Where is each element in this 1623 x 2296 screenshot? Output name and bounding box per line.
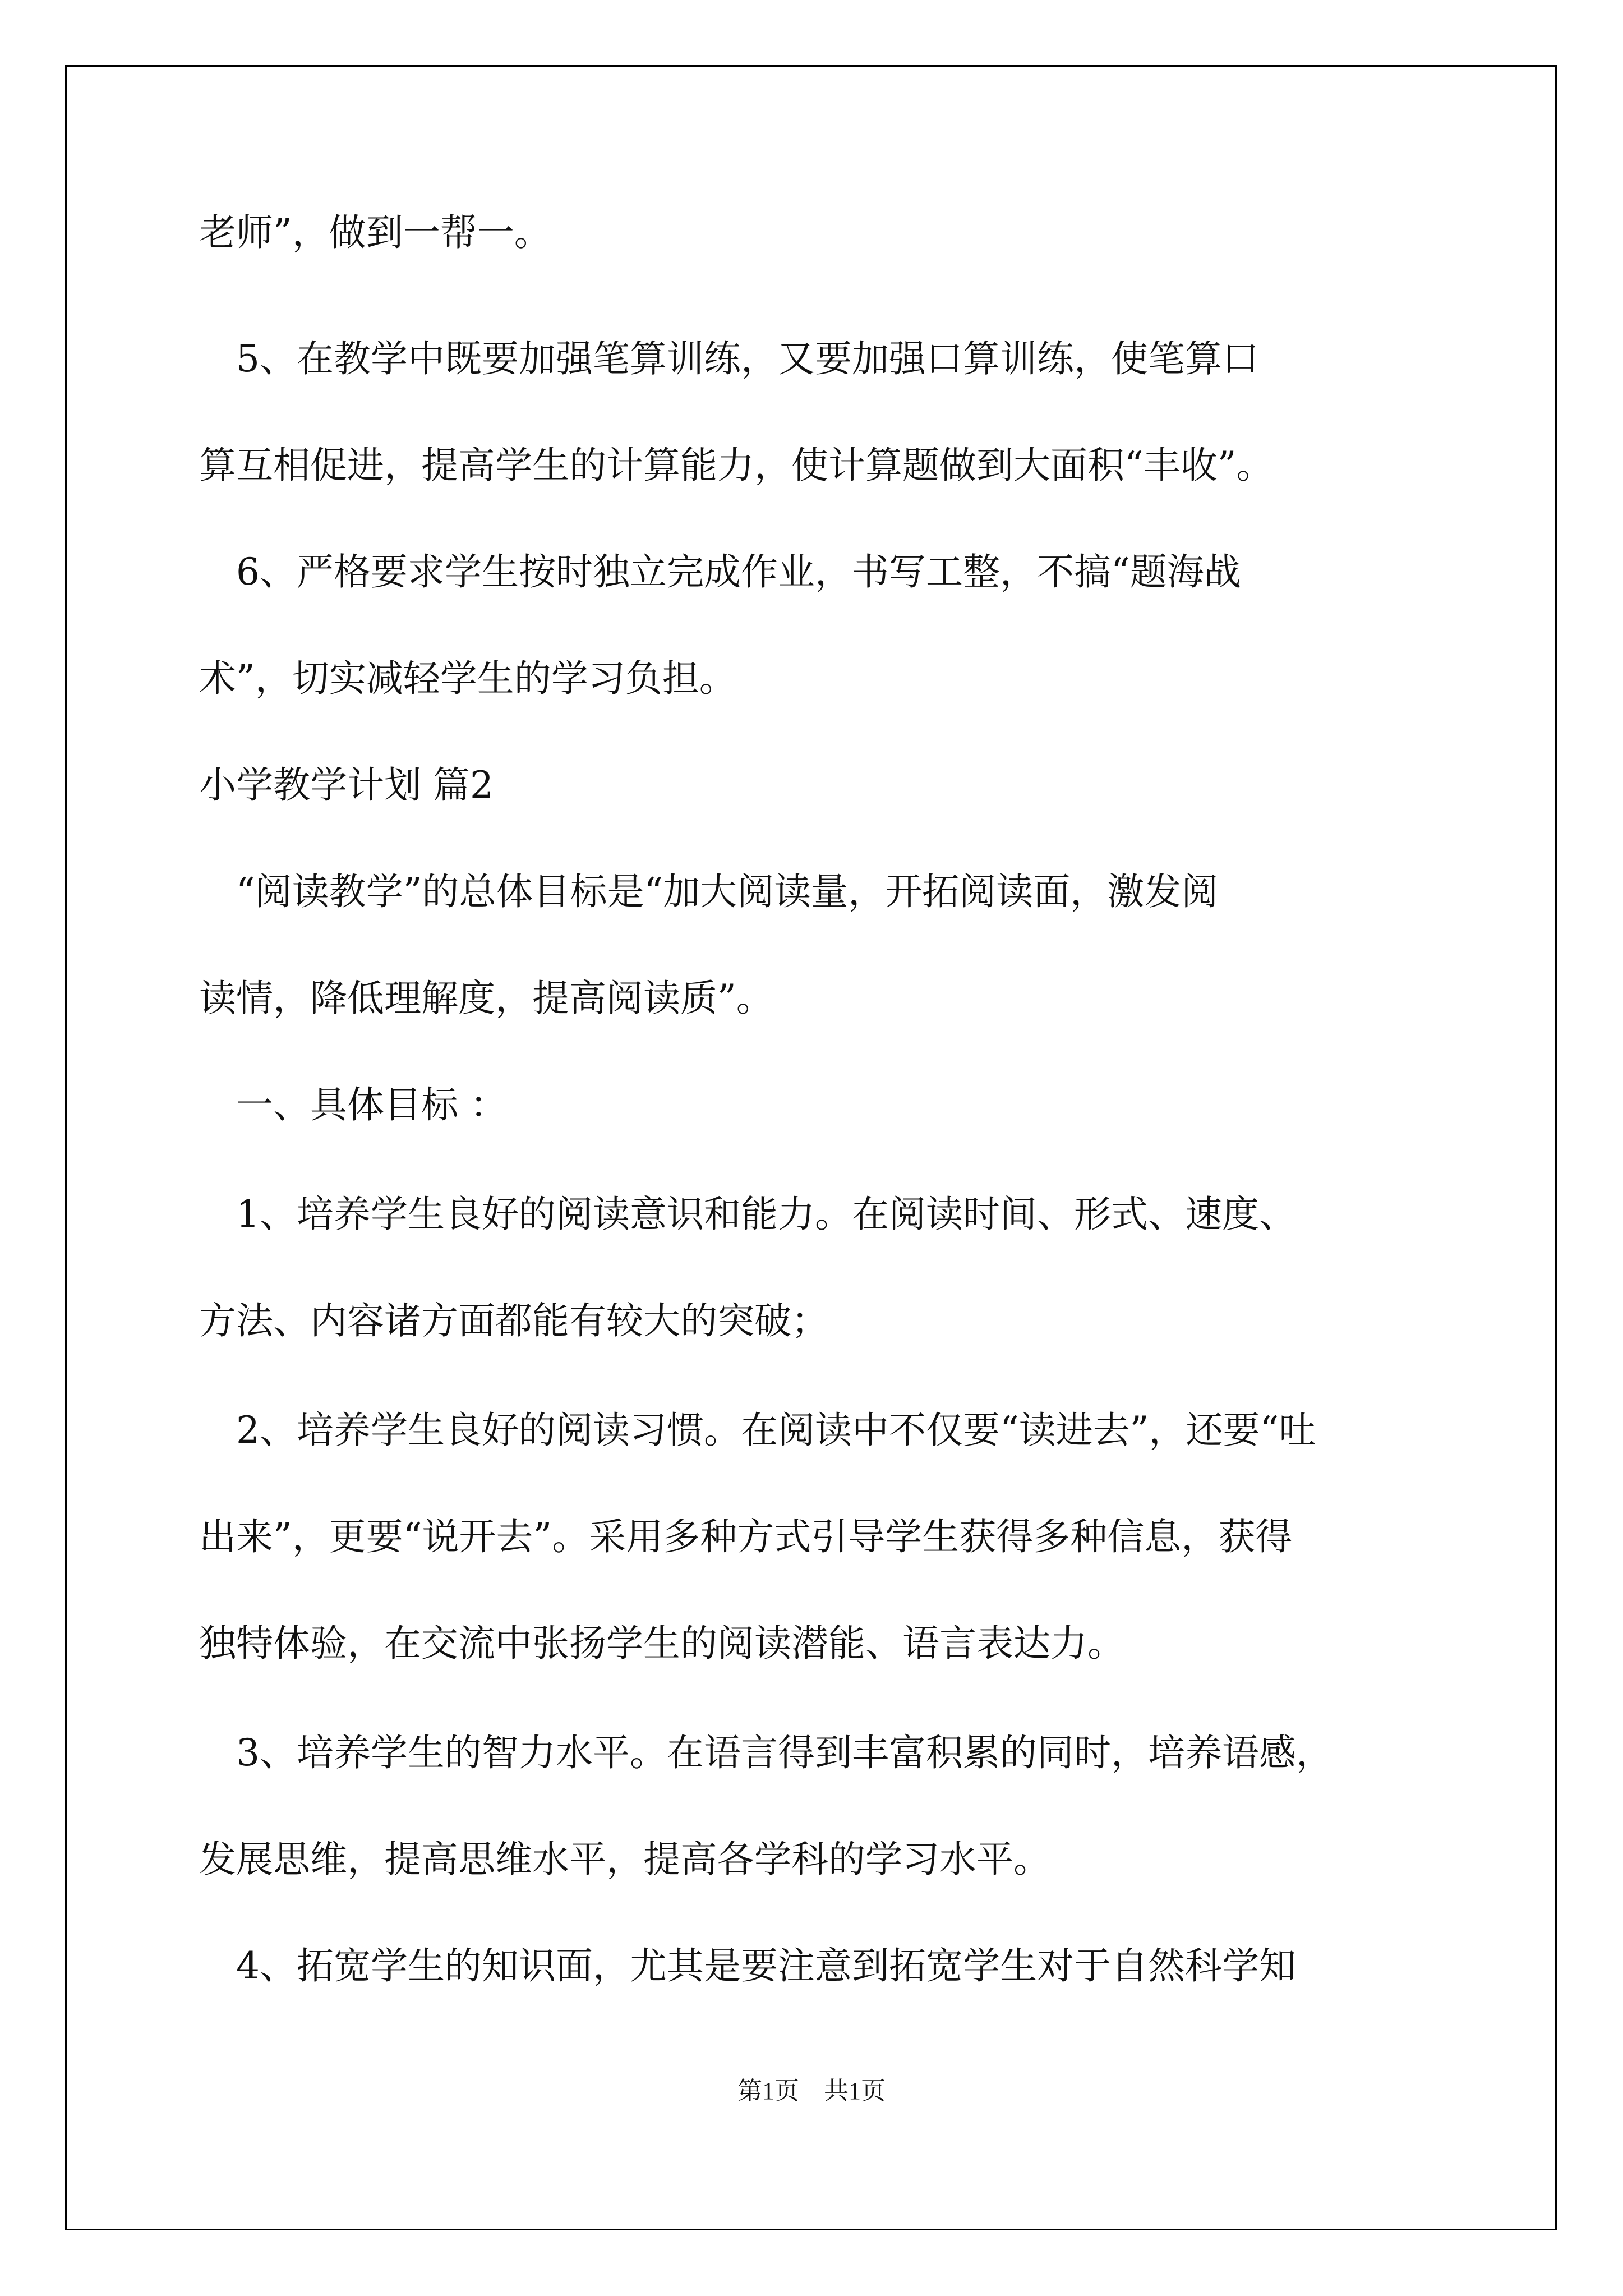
text-line-12: 2、培养学生良好的阅读习惯。在阅读中不仅要“读进去”，还要“吐 [199, 1409, 1316, 1452]
text-line-2: 5、在教学中既要加强笔算训练，又要加强口算训练，使笔算口 [199, 337, 1259, 380]
text-line-14: 独特体验，在交流中张扬学生的阅读潜能、语言表达力。 [199, 1622, 1124, 1665]
text-line-13: 出来”，更要“说开去”。采用多种方式引导学生获得多种信息，获得 [199, 1515, 1293, 1558]
text-line-5: 术”，切实减轻学生的学习负担。 [199, 657, 736, 700]
text-line-10: 1、培养学生良好的阅读意识和能力。在阅读时间、形式、速度、 [199, 1193, 1296, 1236]
text-line-9: 一、具体目标 ： [199, 1083, 507, 1126]
text-line-1: 老师”，做到一帮一。 [199, 211, 551, 254]
text-line-17: 4、拓宽学生的知识面，尤其是要注意到拓宽学生对于自然科学知 [199, 1944, 1296, 1987]
section-heading: 小学教学计划 篇2 [199, 763, 494, 807]
text-line-7: “阅读教学”的总体目标是“加大阅读量，开拓阅读面，激发阅 [199, 870, 1219, 913]
text-line-4: 6、严格要求学生按时独立完成作业，书写工整，不搞“题海战 [199, 550, 1241, 593]
page-border [65, 65, 1557, 2230]
text-line-15: 3、培养学生的智力水平。在语言得到丰富积累的同时，培养语感， [199, 1731, 1333, 1774]
text-line-8: 读情，降低理解度，提高阅读质”。 [199, 977, 773, 1020]
text-line-16: 发展思维，提高思维水平，提高各学科的学习水平。 [199, 1838, 1050, 1881]
text-line-11: 方法、内容诸方面都能有较大的突破； [199, 1299, 828, 1342]
text-line-3: 算互相促进，提高学生的计算能力，使计算题做到大面积“丰收”。 [199, 444, 1274, 487]
page-footer: 第1页 共1页 [737, 2077, 886, 2105]
